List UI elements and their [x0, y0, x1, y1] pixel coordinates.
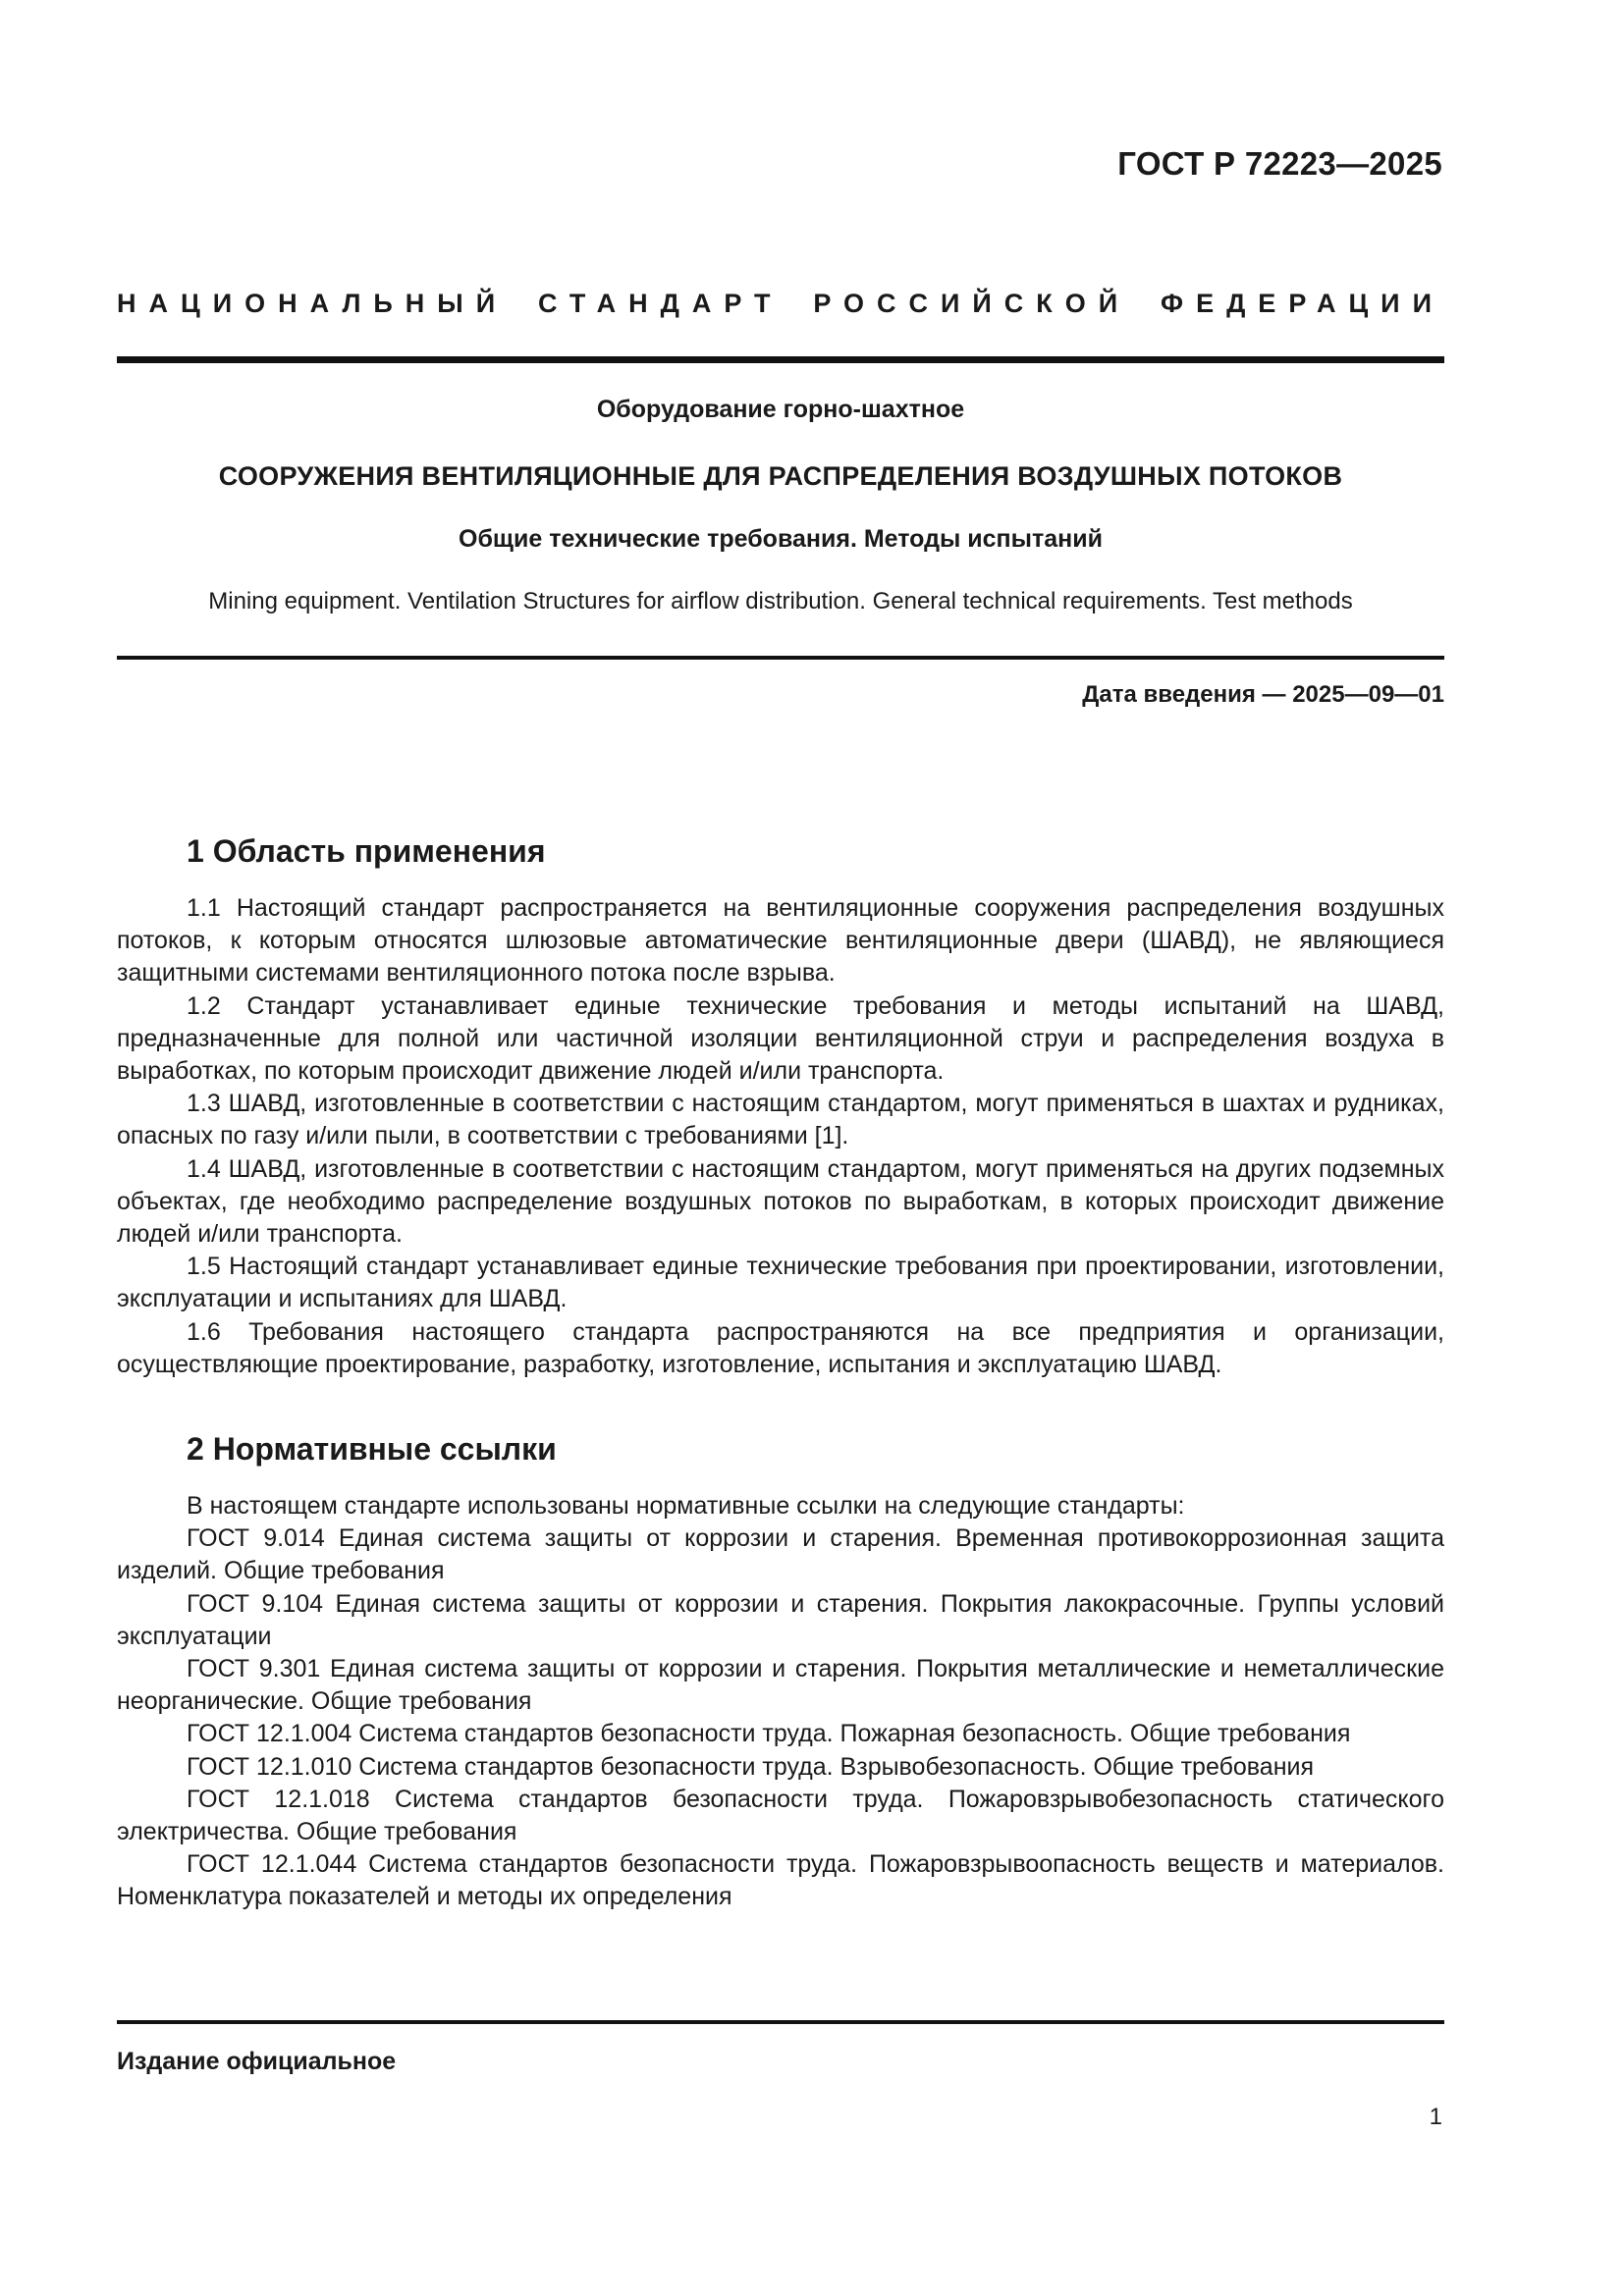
section-1-title: 1 Область применения: [187, 833, 546, 869]
paragraph-1-4: 1.4 ШАВД, изготовленные в соответствии с настоящим стандартом, могут применяться на других подземных объектах, где необходимо распределение воздушных потоков по выработкам, в которых происходит движение людей и/или транспорта.: [117, 1154, 1444, 1249]
page-number: 1: [1429, 2104, 1442, 2130]
section-2-body: [117, 1490, 1444, 1914]
reference-gost-12-1-010: ГОСТ 12.1.010 Система стандартов безопасности труда. Взрывобезопасность. Общие требования: [187, 1752, 1315, 1781]
reference-gost-9-014: ГОСТ 9.014 Единая система защиты от коррозии и старения. Временная противокоррозионная защита изделий. Общие требования: [117, 1524, 1444, 1585]
section-2-title: 2 Нормативные ссылки: [187, 1431, 557, 1467]
paragraph-1-3: 1.3 ШАВД, изготовленные в соответствии с настоящим стандартом, могут применяться в шахтах и рудниках, опасных по газу и/или пыли, в соответствии с требованиями [1].: [117, 1090, 1444, 1150]
standard-code: ГОСТ Р 72223—2025: [1117, 145, 1442, 182]
national-standard-title: НАЦИОНАЛЬНЫЙ СТАНДАРТ РОССИЙСКОЙ ФЕДЕРАЦИИ: [117, 289, 1444, 318]
references-intro: В настоящем стандарте использованы нормативные ссылки на следующие стандарты:: [187, 1492, 1185, 1520]
title-rule: [117, 656, 1444, 660]
paragraph-1-6: 1.6 Требования настоящего стандарта распространяются на все предприятия и организации, осуществляющие проектирование, разработку, изготовление, испытания и эксплуатацию ШАВД.: [117, 1317, 1444, 1378]
reference-gost-9-301: ГОСТ 9.301 Единая система защиты от коррозии и старения. Покрытия металлические и неметаллические неорганические. Общие требования: [117, 1655, 1444, 1716]
title-category: Оборудование горно-шахтное: [596, 396, 965, 423]
section-1-body: [117, 892, 1444, 1381]
footer-rule: [117, 2020, 1444, 2024]
introduction-date: Дата введения — 2025—09—01: [1082, 681, 1444, 708]
reference-gost-12-1-044: ГОСТ 12.1.044 Система стандартов безопасности труда. Пожаровзрывоопасность веществ и материалов. Номенклатура показателей и методы их определения: [117, 1850, 1444, 1911]
paragraph-1-5: 1.5 Настоящий стандарт устанавливает единые технические требования при проектировании, изготовлении, эксплуатации и испытаниях для ШАВД.: [117, 1253, 1444, 1313]
paragraph-1-2: 1.2 Стандарт устанавливает единые технические требования и методы испытаний на ШАВД, предназначенные для полной или частичной изоляции вентиляционной струи и распределения воздуха в выработках, по которым происходит движение людей и/или транспорта.: [117, 991, 1444, 1086]
title-subtitle: Общие технические требования. Методы испытаний: [459, 525, 1103, 553]
header-rule: [117, 356, 1444, 363]
reference-gost-9-104: ГОСТ 9.104 Единая система защиты от коррозии и старения. Покрытия лакокрасочные. Группы условий эксплуатации: [117, 1589, 1444, 1650]
reference-gost-12-1-018: ГОСТ 12.1.018 Система стандартов безопасности труда. Пожаровзрывобезопасность статического электричества. Общие требования: [117, 1785, 1444, 1846]
reference-gost-12-1-004: ГОСТ 12.1.004 Система стандартов безопасности труда. Пожарная безопасность. Общие требования: [187, 1720, 1351, 1748]
title-english: Mining equipment. Ventilation Structures for airflow distribution. General technical requirements. Test methods: [208, 588, 1353, 614]
official-edition-label: Издание официальное: [117, 2048, 397, 2075]
title-main: СООРУЖЕНИЯ ВЕНТИЛЯЦИОННЫЕ ДЛЯ РАСПРЕДЕЛЕНИЯ ВОЗДУШНЫХ ПОТОКОВ: [218, 461, 1343, 491]
paragraph-1-1: 1.1 Настоящий стандарт распространяется на вентиляционные сооружения распределения воздушных потоков, к которым относятся шлюзовые автоматические вентиляционные двери (ШАВД), не являющиеся защитными системами вентиляционного потока после взрыва.: [117, 894, 1444, 988]
